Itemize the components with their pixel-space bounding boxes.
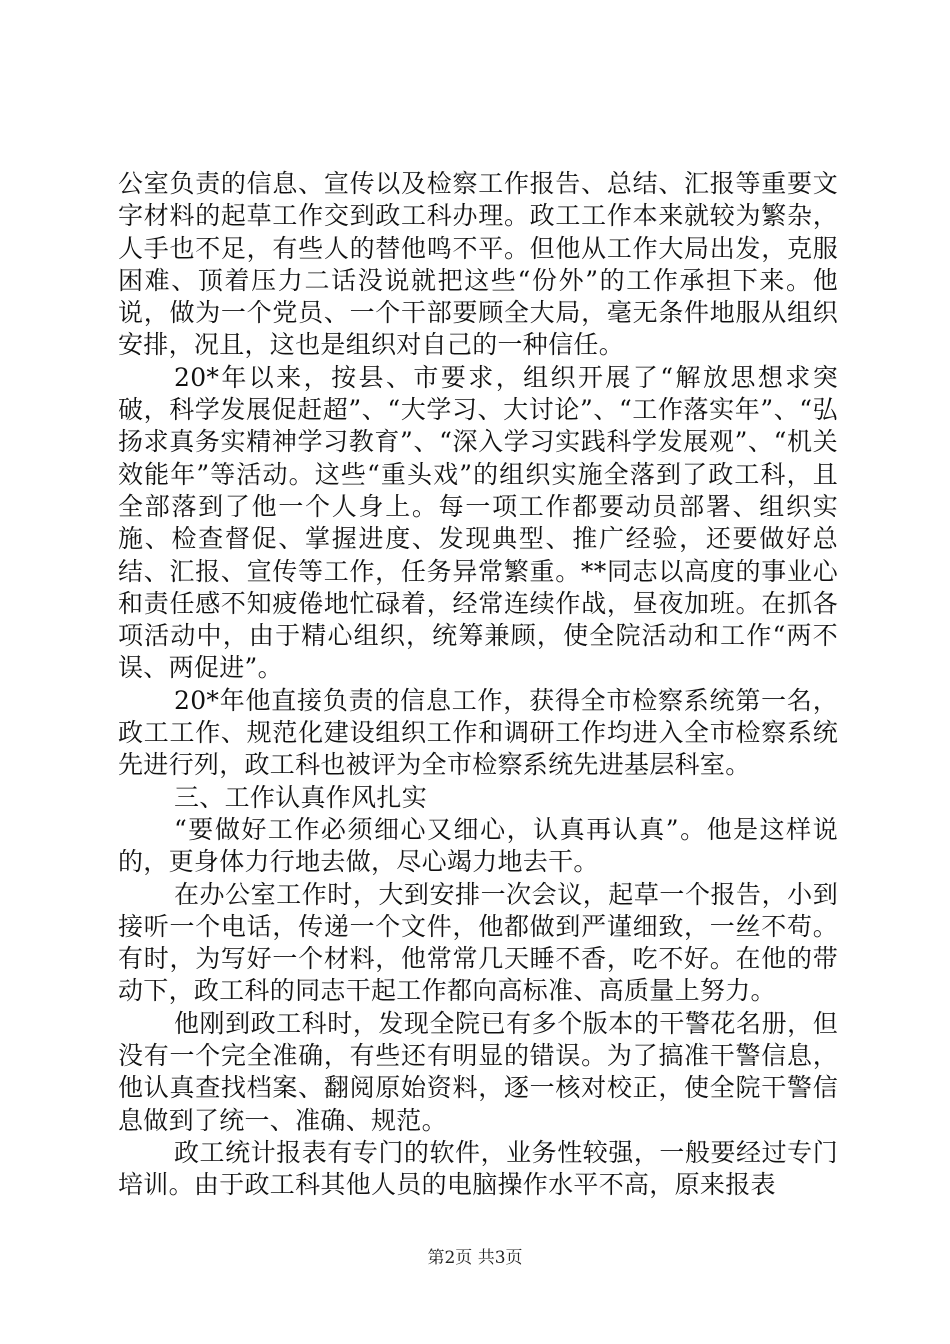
section-heading: 三、工作认真作风扎实 (174, 782, 428, 812)
document-body (118, 168, 838, 1202)
paragraph-2: 20*年以来，按县、市要求，组织开展了“解放思想求突破，科学发展促赶超”、“大学习、大讨论”、“工作落实年”、“弘扬求真务实精神学习教育”、“深入学习实践科学发展观”、“机关效能年”等活动。这些“重头戏”的组织实施全落到了政工科，且全部落到了他一个人身上。每一项工作都要动员部署、组织实施、检查督促、掌握进度、发现典型、推广经验，还要做好总结、汇报、宣传等工作，任务异常繁重。**同志以高度的事业心和责任感不知疲倦地忙碌着，经常连续作战，昼夜加班。在抓各项活动中，由于精心组织，统筹兼顾，使全院活动和工作“两不误、两促进”。 (118, 362, 838, 683)
paragraph-1: 公室负责的信息、宣传以及检察工作报告、总结、汇报等重要文字材料的起草工作交到政工科办理。政工工作本来就较为繁杂，人手也不足，有些人的替他鸣不平。但他从工作大局出发，克服困难、顶着压力二话没说就把这些“份外”的工作承担下来。他说，做为一个党员、一个干部要顾全大局，毫无条件地服从组织安排，况且，这也是组织对自己的一种信任。 (118, 169, 838, 360)
page-number-footer: 第2页 共3页 (427, 1248, 523, 1268)
paragraph-3: 20*年他直接负责的信息工作，获得全市检察系统第一名，政工工作、规范化建设组织工作和调研工作均进入全市检察系统先进行列，政工科也被评为全市检察系统先进基层科室。 (118, 685, 838, 780)
paragraph-8: 政工统计报表有专门的软件，业务性较强，一般要经过专门培训。由于政工科其他人员的电脑操作水平不高，原来报表 (118, 1137, 838, 1200)
paragraph-6: 在办公室工作时，大到安排一次会议，起草一个报告，小到接听一个电话，传递一个文件，他都做到严谨细致，一丝不苟。有时，为写好一个材料，他常常几天睡不香，吃不好。在他的带动下，政工科的同志干起工作都向高标准、高质量上努力。 (118, 879, 838, 1006)
paragraph-7: 他刚到政工科时，发现全院已有多个版本的干警花名册，但没有一个完全准确，有些还有明显的错误。为了搞准干警信息，他认真查找档案、翻阅原始资料，逐一核对校正，使全院干警信息做到了统一、准确、规范。 (118, 1008, 838, 1135)
paragraph-5: “要做好工作必须细心又细心，认真再认真”。他是这样说的，更身体力行地去做，尽心竭力地去干。 (118, 814, 838, 877)
